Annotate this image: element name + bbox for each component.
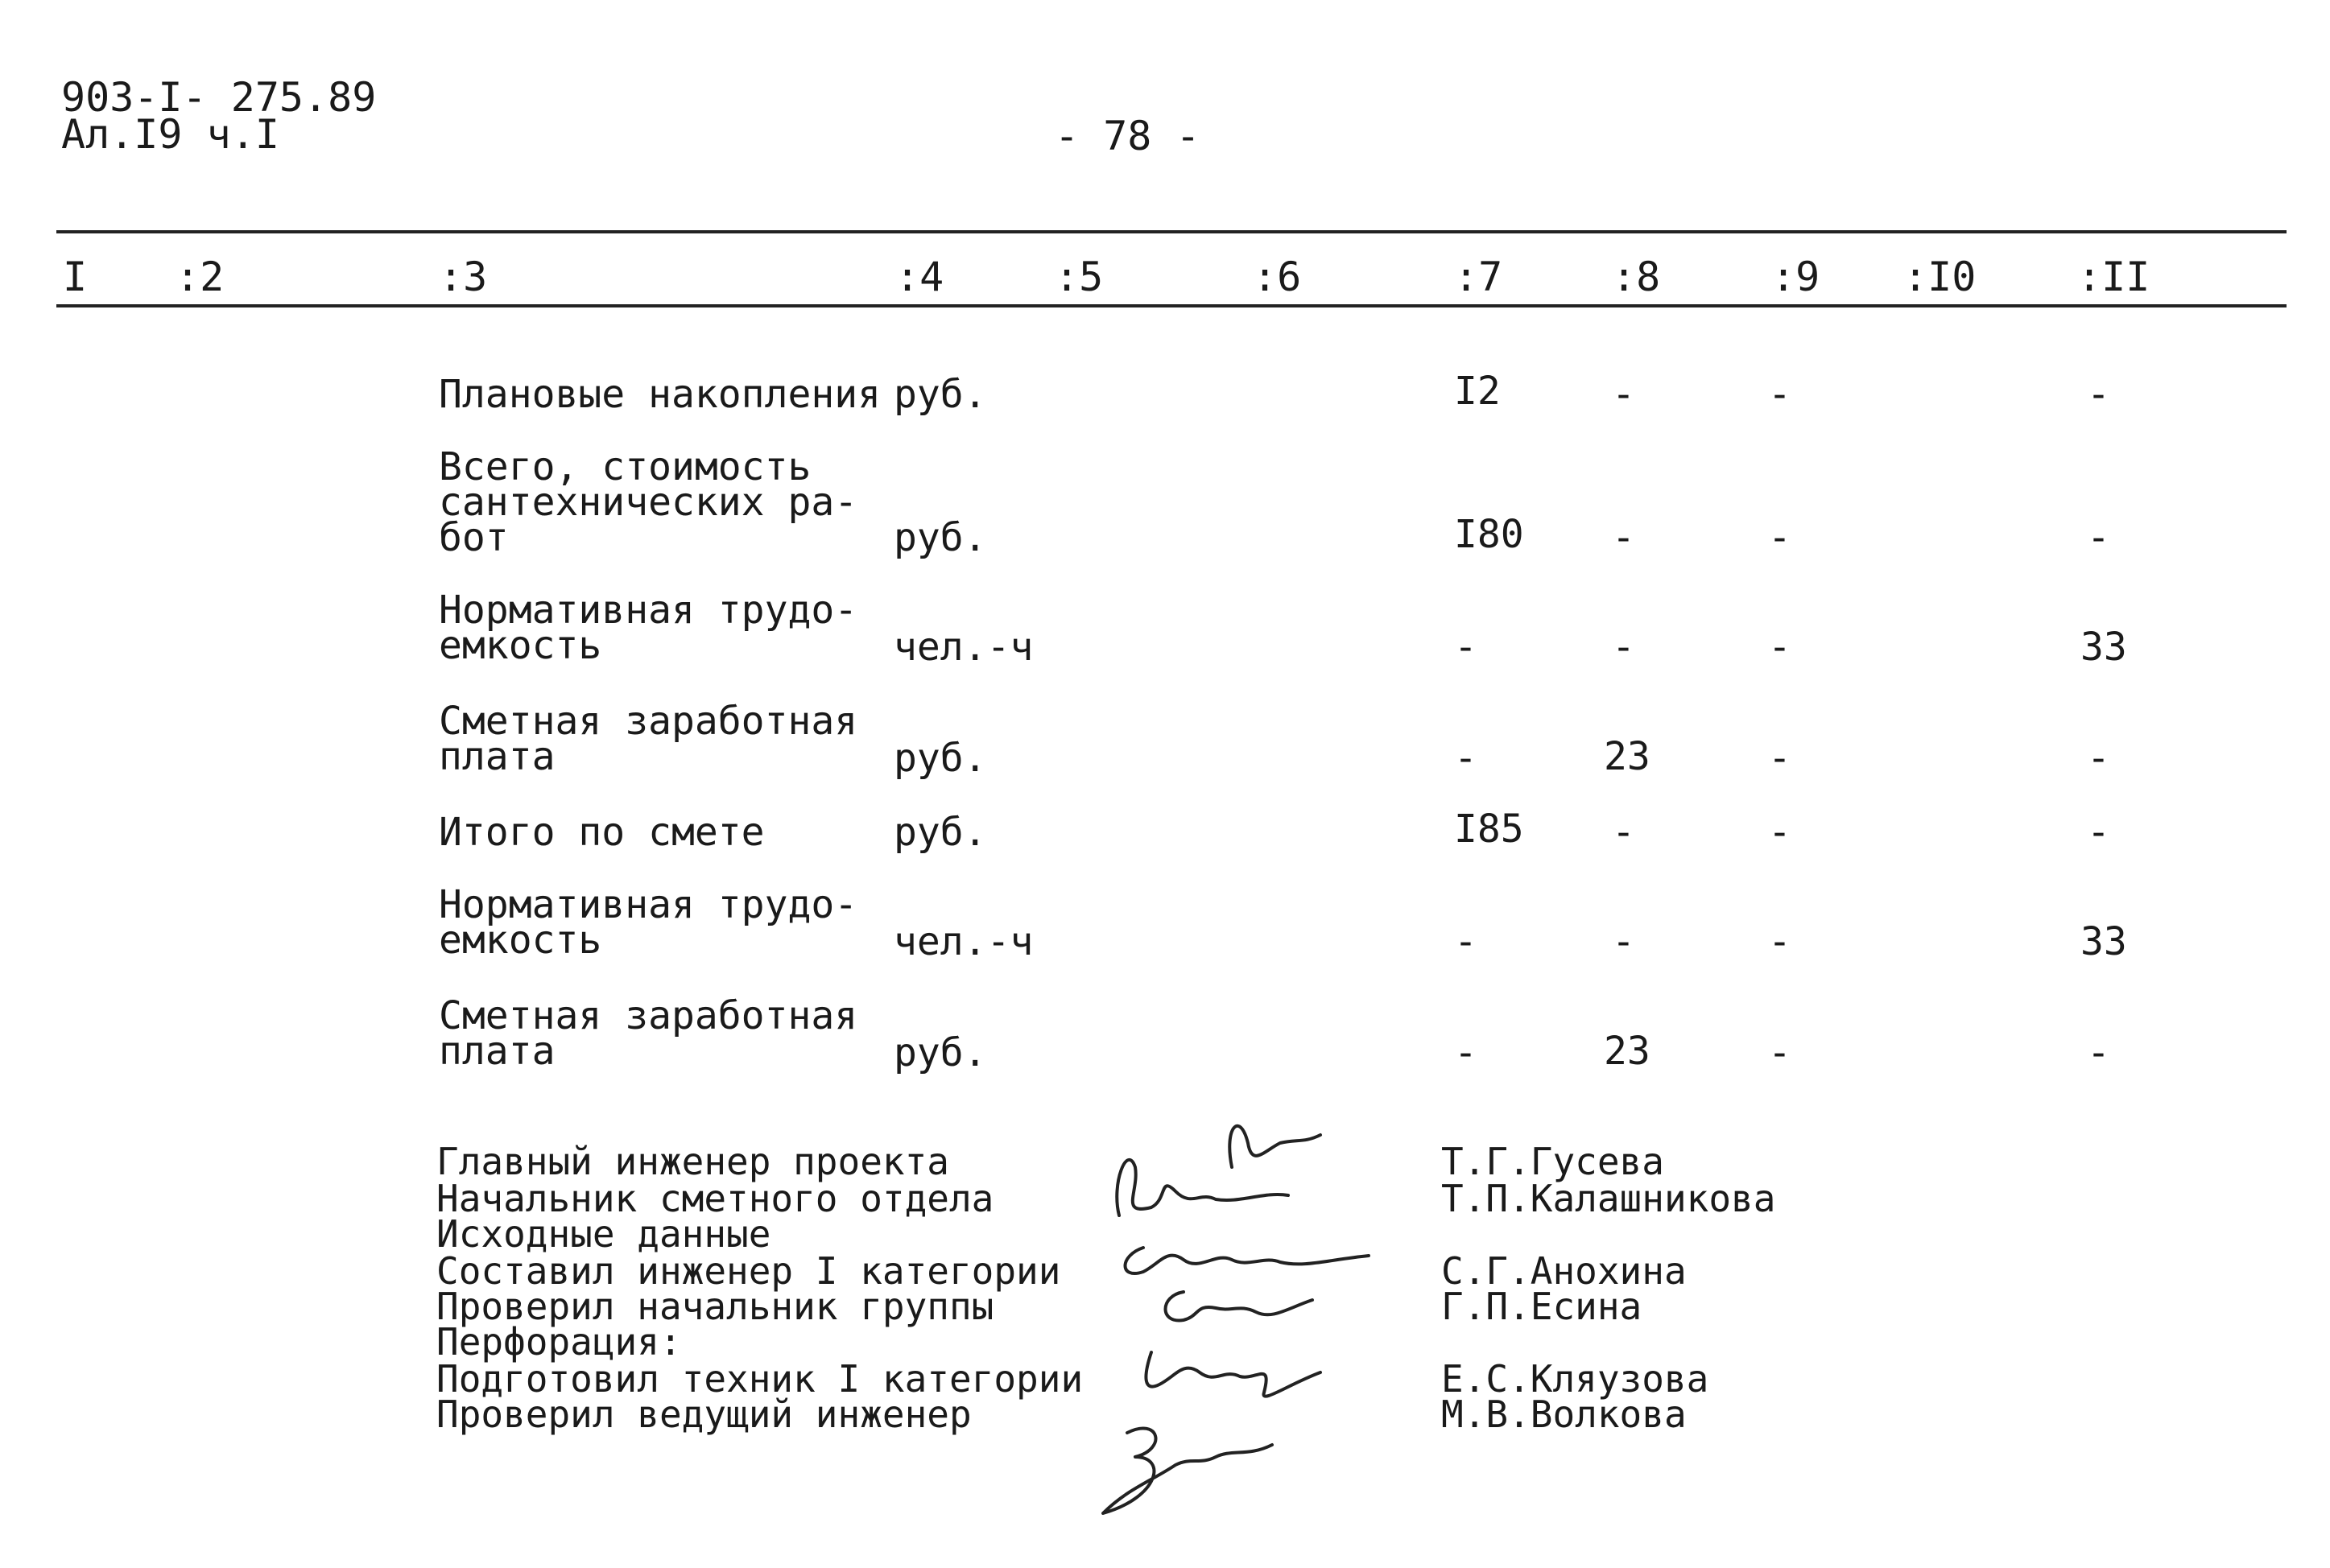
handwritten-signature: [1087, 1409, 1312, 1521]
row-col9: -: [1768, 919, 1791, 964]
handwritten-signature: [1151, 1280, 1328, 1336]
col-header-6: :6: [1253, 254, 1302, 300]
col-header-9: :9: [1771, 254, 1820, 300]
row-unit: руб.: [894, 372, 987, 417]
handwritten-signature: [1127, 1336, 1353, 1409]
row-label: Нормативная трудо- емкость: [439, 882, 858, 963]
row-col8: -: [1612, 372, 1635, 417]
row-col9: -: [1768, 625, 1791, 670]
col-header-8: :8: [1612, 254, 1661, 300]
row-col7: -: [1454, 919, 1477, 964]
row-col9: -: [1768, 1030, 1791, 1075]
signature-role: Проверил начальник группы: [436, 1285, 994, 1328]
signature-name: М.В.Волкова: [1441, 1393, 1687, 1436]
row-col7: -: [1454, 1030, 1477, 1075]
row-col9: -: [1768, 515, 1791, 560]
document-sheet: Ал.I9 ч.I: [61, 111, 279, 158]
row-col11: 33: [2080, 919, 2127, 964]
row-unit: чел.-ч: [894, 919, 1034, 964]
row-label: Сметная заработная плата: [439, 699, 858, 779]
row-unit: руб.: [894, 736, 987, 781]
row-label: Нормативная трудо- емкость: [439, 588, 858, 668]
signature-role: Подготовил техник I категории: [436, 1357, 1084, 1401]
row-col8: 23: [1604, 734, 1650, 779]
signature-role: Главный инженер проекта: [436, 1140, 949, 1183]
row-label: Сметная заработная плата: [439, 993, 858, 1074]
row-unit: руб.: [894, 1030, 987, 1075]
row-label: Плановые накопления: [439, 372, 882, 417]
signature-role: Перфорация:: [436, 1320, 682, 1364]
signature-name: Т.Г.Гусева: [1441, 1140, 1664, 1183]
row-col8: -: [1612, 515, 1635, 560]
row-col9: -: [1768, 810, 1791, 855]
row-label: Итого по смете: [439, 810, 765, 855]
col-header-5: :5: [1055, 254, 1104, 300]
row-col8: -: [1612, 625, 1635, 670]
row-col11: -: [2087, 372, 2110, 417]
signature-role: Начальник сметного отдела: [436, 1177, 994, 1220]
col-header-1: I: [63, 254, 88, 300]
row-unit: руб.: [894, 515, 987, 560]
col-header-11: :II: [2077, 254, 2150, 300]
row-col9: -: [1768, 736, 1791, 781]
row-col8: -: [1612, 919, 1635, 964]
page-number: - 78 -: [1055, 113, 1200, 159]
row-col8: 23: [1604, 1029, 1650, 1074]
row-col9: -: [1768, 372, 1791, 417]
col-header-7: :7: [1454, 254, 1503, 300]
table-header-bottom-rule: [56, 304, 2287, 307]
signature-role: Составил инженер I категории: [436, 1249, 1061, 1293]
row-col7: -: [1454, 736, 1477, 781]
signature-name: Е.С.Кляузова: [1441, 1357, 1709, 1401]
row-col8: -: [1612, 810, 1635, 855]
row-col11: 33: [2080, 625, 2127, 670]
row-col11: -: [2087, 515, 2110, 560]
signature-name: С.Г.Анохина: [1441, 1249, 1687, 1293]
row-col7: I85: [1454, 807, 1524, 852]
row-unit: чел.-ч: [894, 625, 1034, 670]
row-col7: I2: [1454, 369, 1501, 414]
row-unit: руб.: [894, 810, 987, 855]
row-label: Всего, стоимость сантехнических ра- бот: [439, 444, 858, 560]
signature-name: Т.П.Калашникова: [1441, 1177, 1776, 1220]
col-header-4: :4: [895, 254, 944, 300]
col-header-10: :I0: [1903, 254, 1977, 300]
row-col11: -: [2087, 1030, 2110, 1075]
row-col7: I80: [1454, 512, 1524, 557]
col-header-3: :3: [439, 254, 488, 300]
table-top-rule: [56, 230, 2287, 233]
signature-role: Исходные данные: [436, 1212, 771, 1256]
row-col11: -: [2087, 810, 2110, 855]
handwritten-signature: [1103, 1095, 1361, 1232]
row-col11: -: [2087, 736, 2110, 781]
signature-role: Проверил ведущий инженер: [436, 1393, 972, 1436]
col-header-2: :2: [176, 254, 225, 300]
signature-name: Г.П.Есина: [1441, 1285, 1642, 1328]
row-col7: -: [1454, 625, 1477, 670]
document-code: 903-I- 275.89: [61, 74, 377, 121]
